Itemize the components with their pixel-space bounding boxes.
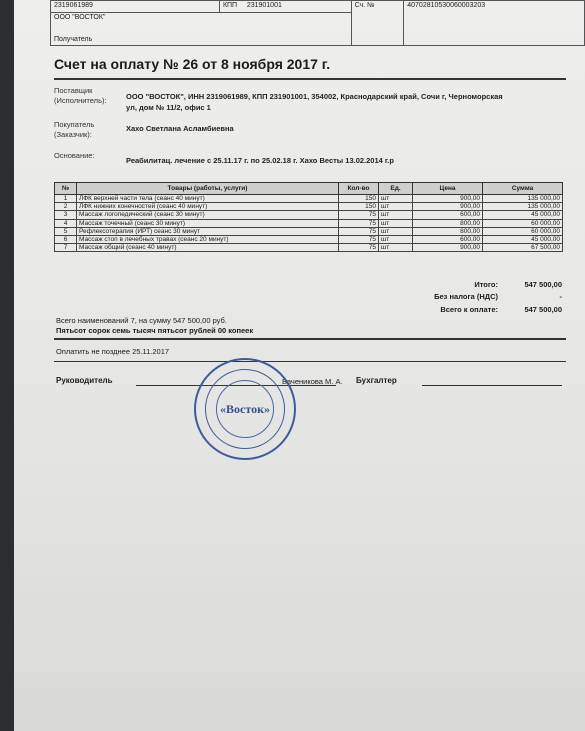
company-seal — [194, 358, 296, 460]
col-header-number: № — [55, 183, 77, 195]
row-sum: 67 500,00 — [483, 244, 563, 252]
row-number: 2 — [55, 203, 77, 211]
row-sum: 135 000,00 — [483, 203, 563, 211]
bank-details-table — [50, 0, 585, 46]
row-name: Массаж логопедический (сеанс 30 минут) — [77, 211, 339, 219]
col-header-goods: Товары (работы, услуги) — [77, 183, 339, 195]
row-unit: шт — [379, 227, 413, 235]
basis-value: Реабилитац. лечение с 25.11.17 г. по 25.02.18 г. Хахо Весты 13.02.2014 г.р — [126, 156, 394, 165]
row-unit: шт — [379, 203, 413, 211]
pay-underline — [54, 361, 566, 362]
row-price: 800,00 — [413, 227, 483, 235]
table-row — [55, 236, 563, 244]
basis-label: Основание: — [54, 151, 95, 160]
account-label: Сч. № — [351, 1, 404, 46]
invoice-title: Счет на оплату № 26 от 8 ноября 2017 г. — [54, 56, 331, 72]
row-name: Массаж точечный (сеанс 30 минут) — [77, 219, 339, 227]
org-name: ООО "ВОСТОК" — [54, 14, 106, 21]
row-unit: шт — [379, 219, 413, 227]
invoice-page — [14, 0, 585, 731]
table-row — [55, 211, 563, 219]
row-sum: 45 000,00 — [483, 236, 563, 244]
row-name: ЛФК верхней части тела (сеанс 40 минут) — [77, 195, 339, 203]
kpp-value: 231901001 — [246, 2, 282, 9]
row-number: 5 — [55, 227, 77, 235]
row-name: Массаж стоп в лечебных травах (сеанс 20 минут) — [77, 236, 339, 244]
row-unit: шт — [379, 236, 413, 244]
row-name: Массаж общий (сеанс 40 минут) — [77, 244, 339, 252]
row-unit: шт — [379, 195, 413, 203]
recipient-label: Получатель — [54, 36, 93, 43]
seal-name: «Восток» — [220, 402, 270, 416]
row-qty: 75 — [339, 211, 379, 219]
col-header-unit: Ед. — [379, 183, 413, 195]
supplier-value: ООО "ВОСТОК", ИНН 2319061989, КПП 231901001, 354002, Краснодарский край, Сочи г, Черноморская — [126, 92, 503, 101]
table-row — [55, 195, 563, 203]
buyer-label-2: (Заказчик): — [54, 130, 92, 139]
row-price: 800,00 — [413, 219, 483, 227]
row-number: 4 — [55, 219, 77, 227]
col-header-sum: Сумма — [483, 183, 563, 195]
kpp-label: КПП — [222, 2, 238, 9]
row-price: 600,00 — [413, 236, 483, 244]
row-unit: шт — [379, 211, 413, 219]
table-row — [55, 244, 563, 252]
account-value: 40702810530060003203 — [404, 1, 585, 46]
buyer-label: Покупатель — [54, 120, 95, 129]
row-sum: 45 000,00 — [483, 211, 563, 219]
accountant-label: Бухгалтер — [356, 376, 397, 385]
table-row — [55, 219, 563, 227]
due-label: Всего к оплате: — [440, 305, 498, 314]
row-price: 600,00 — [413, 211, 483, 219]
table-row — [55, 227, 563, 235]
row-qty: 150 — [339, 203, 379, 211]
row-sum: 60 000,00 — [483, 219, 563, 227]
row-price: 900,00 — [413, 195, 483, 203]
buyer-value: Хахо Светлана Асламбиевна — [126, 124, 234, 133]
row-qty: 75 — [339, 244, 379, 252]
row-number: 6 — [55, 236, 77, 244]
col-header-price: Цена — [413, 183, 483, 195]
summary-underline — [54, 338, 566, 340]
total-value: 547 500,00 — [524, 280, 562, 289]
vat-label: Без налога (НДС) — [434, 292, 498, 301]
accountant-signature-line — [422, 385, 562, 386]
row-name: Рефлексотерапия (ИРТ) сеанс 30 минут — [77, 227, 339, 235]
inn-value: 2319061989 — [51, 1, 220, 13]
supplier-label: Поставщик — [54, 86, 93, 95]
table-row — [55, 203, 563, 211]
head-name: Баченикова М. А. — [282, 377, 343, 386]
pay-until: Оплатить не позднее 25.11.2017 — [56, 347, 170, 356]
supplier-label-2: (Исполнитель): — [54, 96, 107, 105]
row-price: 900,00 — [413, 244, 483, 252]
items-count-summary: Всего наименований 7, на сумму 547 500,00 руб. — [56, 316, 227, 325]
row-number: 1 — [55, 195, 77, 203]
row-number: 3 — [55, 211, 77, 219]
supplier-value-2: ул, дом № 11/2, офис 1 — [126, 103, 211, 112]
row-price: 900,00 — [413, 203, 483, 211]
row-qty: 75 — [339, 236, 379, 244]
row-qty: 75 — [339, 219, 379, 227]
due-value: 547 500,00 — [524, 305, 562, 314]
row-sum: 60 000,00 — [483, 227, 563, 235]
items-table — [54, 182, 563, 252]
row-qty: 150 — [339, 195, 379, 203]
col-header-qty: Кол-во — [339, 183, 379, 195]
row-number: 7 — [55, 244, 77, 252]
row-sum: 135 000,00 — [483, 195, 563, 203]
vat-value: - — [559, 292, 562, 301]
title-underline — [54, 78, 566, 80]
row-unit: шт — [379, 244, 413, 252]
head-label: Руководитель — [56, 376, 113, 385]
row-name: ЛФК нижних конечностей (сеанс 40 минут) — [77, 203, 339, 211]
amount-in-words: Пятьсот сорок семь тысяч пятьсот рублей 00 копеек — [56, 326, 254, 335]
row-qty: 75 — [339, 227, 379, 235]
total-label: Итого: — [474, 280, 498, 289]
